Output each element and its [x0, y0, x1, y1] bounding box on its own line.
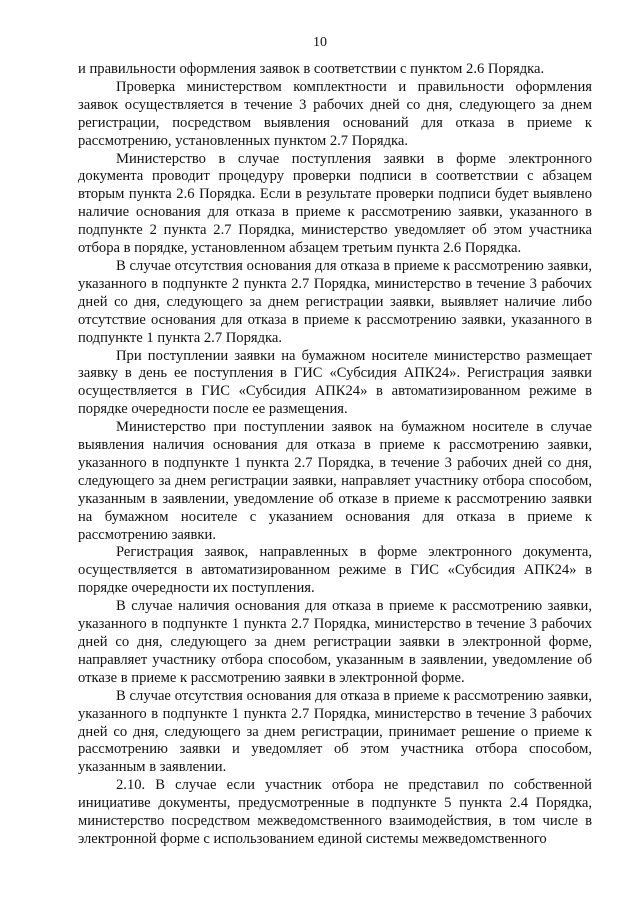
- document-body: [78, 61, 592, 849]
- paragraph-acceptance-decision: В случае отсутствия основания для отказа в приеме к рассмотрению заявки, указанного в подпункте 1 пункта 2.7 Порядка, министерство в течение 3 рабочих дней со дня, следующего за днем регистрации, принимает решение о приеме к рассмотрению заявки и уведомляет об этом участника отбора способом, указанным в заявлении.: [78, 687, 592, 776]
- paragraph-signature-check: Министерство в случае поступления заявки в форме электронного документа проводит процедуру проверки подписи в соответствии с абзацем вторым пункта 2.6 Порядка. Если в результате проверки подписи будет выявлено наличие основания для отказа в приеме к рассмотрению заявки, указанного в подпункте 2 пункта 2.7 Порядка, министерство уведомляет об этом участника отбора в порядке, установленном абзацем третьим пункта 2.6 Порядка.: [78, 150, 592, 257]
- paragraph-completeness-check: Проверка министерством комплектности и правильности оформления заявок осуществляется в течение 3 рабочих дней со дня, следующего за днем регистрации, посредством выявления оснований для отказа в приеме к рассмотрению, установленных пунктом 2.7 Порядка.: [78, 78, 592, 149]
- paragraph-section-2-10: 2.10. В случае если участник отбора не представил по собственной инициативе документы, предусмотренные в подпункте 5 пункта 2.4 Порядка, министерство посредством межведомственного взаимодействия, в том числе в электронной форме с использованием единой системы межведомственного: [78, 777, 592, 847]
- paragraph-no-signature-grounds: В случае отсутствия основания для отказа в приеме к рассмотрению заявки, указанного в подпункте 2 пункта 2.7 Порядка, министерство в течение 3 рабочих дней со дня, следующего за днем регистрации заявки, выявляет наличие либо отсутствие основания для отказа в приеме к рассмотрению заявки, указанного в подпункте 1 пункта 2.7 Порядка.: [78, 257, 592, 346]
- paragraph-continuation: и правильности оформления заявок в соответствии с пунктом 2.6 Порядка.: [78, 61, 545, 77]
- paragraph-electronic-registration: Регистрация заявок, направленных в форме электронного документа, осуществляется в автоматизированном режиме в ГИС «Субсидия АПК24» в порядке очередности их поступления.: [78, 544, 592, 597]
- paragraph-electronic-rejection: В случае наличия основания для отказа в приеме к рассмотрению заявки, указанного в подпункте 1 пункта 2.7 Порядка, министерство в течение 3 рабочих дней со дня, следующего за днем регистрации заявки в электронной форме, направляет участнику отбора способом, указанным в заявлении, уведомление об отказе в приеме к рассмотрению заявки в электронной форме.: [78, 598, 592, 686]
- paragraph-paper-rejection: Министерство при поступлении заявок на бумажном носителе в случае выявления наличия основания для отказа в приеме к рассмотрению заявки, указанного в подпункте 1 пункта 2.7 Порядка, в течение 3 рабочих дней со дня, следующего за днем регистрации заявки, направляет участнику отбора способом, указанным в заявлении, уведомление об отказе в приеме к рассмотрению заявки на бумажном носителе с указанием основания для отказа в приеме к рассмотрению заявки.: [78, 419, 592, 543]
- paragraph-paper-submission: При поступлении заявки на бумажном носителе министерство размещает заявку в день ее поступления в ГИС «Субсидия АПК24». Регистрация заявки осуществляется в ГИС «Субсидия АПК24» в автоматизированном режиме в порядке очередности после ее размещения.: [78, 347, 592, 418]
- page-number: 10: [313, 35, 327, 50]
